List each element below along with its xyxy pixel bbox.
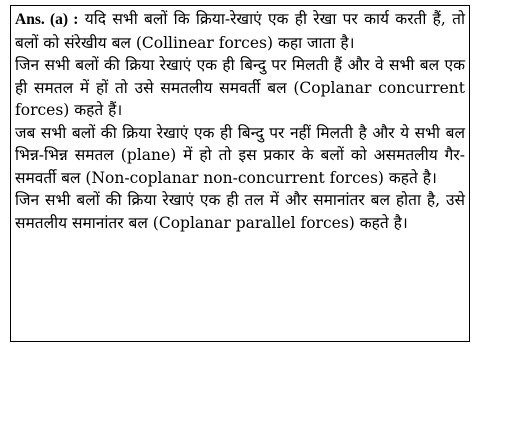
answer-paragraph-4 <box>15 189 465 234</box>
answer-text-coplanar-concurrent: जिन सभी बलों की क्रिया रेखाएं एक ही बिन्दु पर मिलती हैं और वे सभी बल एक ही समतल में हों तो उसे समतलीय समवर्ती बल (Coplanar concurrent forces) कहते हैं। <box>15 56 465 119</box>
answer-paragraph-3 <box>15 122 465 190</box>
answer-box <box>10 5 470 342</box>
answer-text-non-coplanar: जब सभी बलों की क्रिया रेखाएं एक ही बिन्दु पर नहीं मिलती है और ये सभी बल भिन्न-भिन्न समतल (plane) में हो तो इस प्रकार के बलों को असमतलीय गैर-समवर्ती बल (Non-coplanar non-concurrent forces) कहते है। <box>15 123 465 187</box>
answer-text-coplanar-parallel: जिन सभी बलों की क्रिया रेखाएं एक ही तल में और समानांतर बल होता है, उसे समतलीय समानांतर बल (Coplanar parallel forces) कहते है। <box>15 191 465 232</box>
answer-text-collinear: यदि सभी बलों कि क्रिया-रेखाएं एक ही रेखा पर कार्य करती हैं, तो बलों को संरेखीय बल (Collinear forces) कहा जाता है। <box>15 10 465 52</box>
answer-paragraph-1 <box>15 8 465 54</box>
answer-label: Ans. (a) : <box>15 11 79 28</box>
answer-paragraph-2 <box>15 54 465 122</box>
